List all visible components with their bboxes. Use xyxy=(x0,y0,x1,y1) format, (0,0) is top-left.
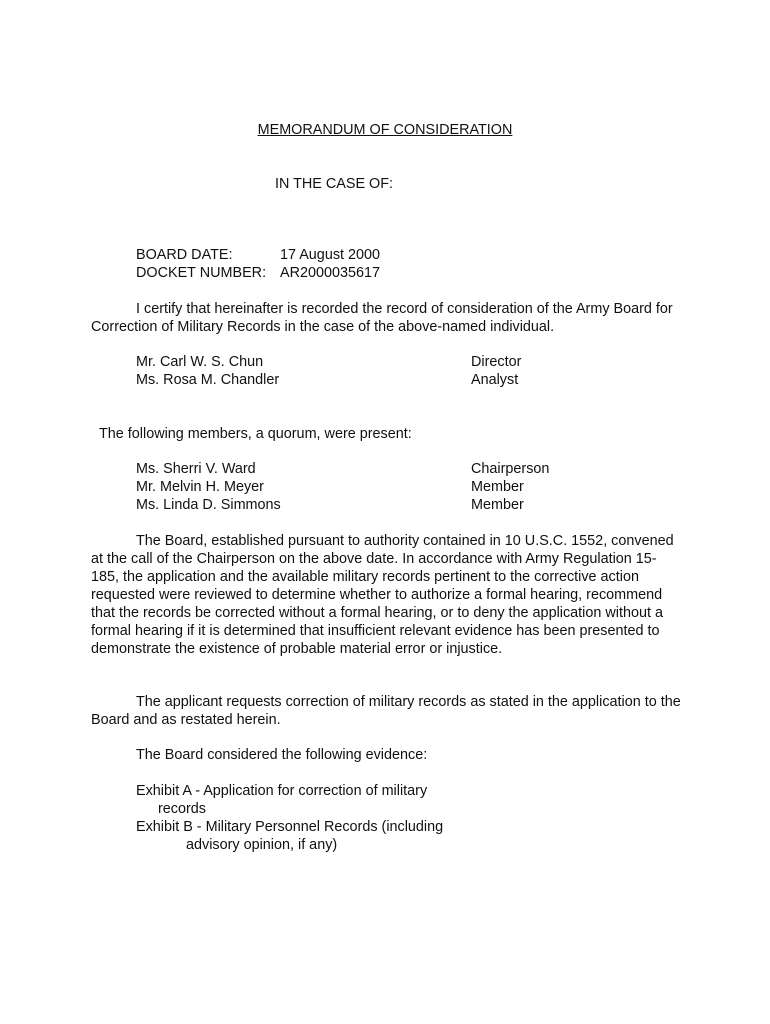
staff-role: Director xyxy=(471,354,522,370)
board-date-value: 17 August 2000 xyxy=(280,247,381,263)
exhibit-line-continued: advisory opinion, if any) xyxy=(186,837,338,853)
document-title: MEMORANDUM OF CONSIDERATION xyxy=(257,122,513,138)
board-paragraph: The Board, established pursuant to authority contained in 10 U.S.C. 1552, convened at the call of the Chairperson on the above date. In accordance with Army Regulation 15-185, the application and the available military records pertinent to the corrective action requested were reviewed to determine whether to authorize a formal hearing, recommend that the records be corrected without a formal hearing, or to deny the application without a formal hearing if it is determined that insufficient relevant evidence has been presented to demonstrate the existence of probable material error or injustice. xyxy=(91,533,674,657)
staff-role: Analyst xyxy=(471,372,519,388)
docket-number-label: DOCKET NUMBER: xyxy=(136,265,267,281)
docket-number-row xyxy=(136,264,380,282)
member-name: Ms. Sherri V. Ward xyxy=(136,461,256,477)
staff-name: Ms. Rosa M. Chandler xyxy=(136,372,280,388)
staff-name: Mr. Carl W. S. Chun xyxy=(136,354,264,370)
member-role: Member xyxy=(471,497,524,513)
applicant-paragraph: The applicant requests correction of military records as stated in the application to the Board and as restated herein. xyxy=(91,694,681,728)
board-date-label: BOARD DATE: xyxy=(136,247,233,263)
member-role: Chairperson xyxy=(471,461,550,477)
quorum-line: The following members, a quorum, were present: xyxy=(99,426,412,442)
docket-number-value: AR2000035617 xyxy=(280,265,381,281)
board-date-row xyxy=(136,246,380,264)
evidence-line: The Board considered the following evidence: xyxy=(136,747,428,763)
member-role: Member xyxy=(471,479,524,495)
exhibit-line-continued: records xyxy=(158,801,206,817)
case-line: IN THE CASE OF: xyxy=(274,176,394,192)
exhibit-line: Exhibit B - Military Personnel Records (including xyxy=(136,819,444,835)
certify-paragraph: I certify that hereinafter is recorded the record of consideration of the Army Board for Correction of Military Records in the case of the above-named individual. xyxy=(91,301,673,335)
member-name: Ms. Linda D. Simmons xyxy=(136,497,281,513)
exhibit-line: Exhibit A - Application for correction of military xyxy=(136,783,428,799)
member-name: Mr. Melvin H. Meyer xyxy=(136,479,264,495)
